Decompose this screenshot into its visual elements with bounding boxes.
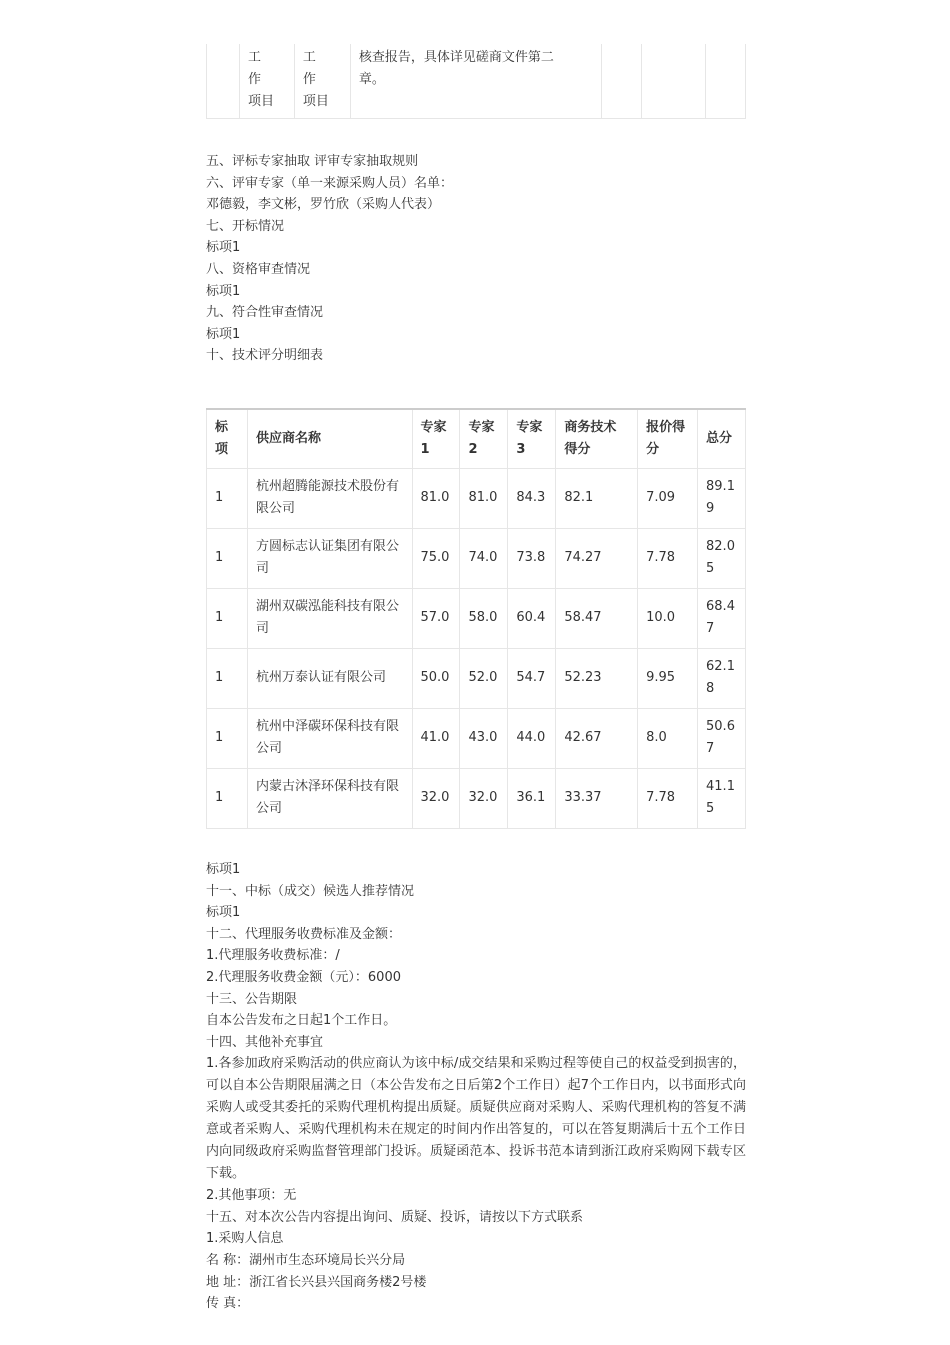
table-row bbox=[207, 44, 746, 119]
table-cell: 42.67 bbox=[556, 708, 638, 768]
text-line: 九、符合性审查情况 bbox=[206, 305, 324, 321]
text-line: 标项1 bbox=[206, 283, 241, 299]
text-line: 标项1 bbox=[206, 326, 241, 342]
table-cell: 50.67 bbox=[698, 708, 746, 768]
table-row bbox=[207, 468, 746, 528]
table-cell: 36.1 bbox=[508, 768, 556, 828]
table-cell bbox=[207, 44, 240, 119]
table-cell: 7.09 bbox=[638, 468, 698, 528]
text-line: 十二、代理服务收费标准及金额： bbox=[206, 926, 402, 942]
text-line: 十、技术评分明细表 bbox=[206, 348, 324, 364]
table-cell: 84.3 bbox=[508, 468, 556, 528]
text-line: 名 称：湖州市生态环境局长兴分局 bbox=[206, 1253, 406, 1269]
table-header-row bbox=[207, 409, 746, 469]
table-cell bbox=[239, 44, 294, 119]
table-cell: 74.27 bbox=[556, 528, 638, 588]
table-cell: 10.0 bbox=[638, 588, 698, 648]
column-header: 专家1 bbox=[412, 409, 460, 469]
table-cell: 52.0 bbox=[460, 648, 508, 708]
table-row bbox=[207, 528, 746, 588]
table-cell: 7.78 bbox=[638, 528, 698, 588]
table-cell: 32.0 bbox=[412, 768, 460, 828]
technical-score-table bbox=[206, 408, 746, 829]
text-line: 六、评审专家（单一来源采购人员）名单： bbox=[206, 175, 454, 191]
table-cell: 68.47 bbox=[698, 588, 746, 648]
table-row bbox=[207, 648, 746, 708]
table-cell: 1 bbox=[207, 768, 248, 828]
text-line: 传 真： bbox=[206, 1296, 250, 1312]
table-cell: 82.1 bbox=[556, 468, 638, 528]
table-cell: 44.0 bbox=[508, 708, 556, 768]
table-cell: 32.0 bbox=[460, 768, 508, 828]
cell-text: 核查报告，具体详见磋商文件第二 bbox=[358, 50, 554, 65]
column-header: 供应商名称 bbox=[247, 409, 412, 469]
table-cell: 方圆标志认证集团有限公司 bbox=[247, 528, 412, 588]
text-line: 七、开标情况 bbox=[206, 218, 285, 234]
table-cell: 湖州双碳泓能科技有限公司 bbox=[247, 588, 412, 648]
table-cell: 1 bbox=[207, 708, 248, 768]
table-cell: 75.0 bbox=[412, 528, 460, 588]
table-cell bbox=[642, 44, 706, 119]
table-row bbox=[207, 708, 746, 768]
table-cell: 52.23 bbox=[556, 648, 638, 708]
table-cell: 1 bbox=[207, 468, 248, 528]
document-body bbox=[206, 44, 746, 1315]
text-line: 十三、公告期限 bbox=[206, 991, 298, 1007]
table-cell: 杭州中泽碳环保科技有限公司 bbox=[247, 708, 412, 768]
cell-text: 章。 bbox=[358, 72, 385, 87]
table-cell: 81.0 bbox=[412, 468, 460, 528]
table-row bbox=[207, 588, 746, 648]
text-line: 十四、其他补充事宜 bbox=[206, 1034, 324, 1050]
column-header: 报价得分 bbox=[638, 409, 698, 469]
table-cell bbox=[602, 44, 642, 119]
table-cell bbox=[350, 44, 601, 119]
text-line: 2.代理服务收费金额（元）：6000 bbox=[206, 969, 401, 985]
text-line: 五、评标专家抽取 评审专家抽取规则 bbox=[206, 154, 419, 169]
text-line: 十五、对本次公告内容提出询问、质疑、投诉，请按以下方式联系 bbox=[206, 1209, 584, 1225]
table-cell: 54.7 bbox=[508, 648, 556, 708]
cell-text: 工 作 bbox=[302, 50, 322, 87]
table-cell: 杭州万泰认证有限公司 bbox=[247, 648, 412, 708]
table-cell: 74.0 bbox=[460, 528, 508, 588]
column-header: 总分 bbox=[698, 409, 746, 469]
cell-text: 项目 bbox=[247, 94, 274, 109]
table-cell: 8.0 bbox=[638, 708, 698, 768]
table-cell: 62.18 bbox=[698, 648, 746, 708]
table-cell: 41.0 bbox=[412, 708, 460, 768]
text-line: 邓德毅，李文彬，罗竹欣（采购人代表） bbox=[206, 197, 441, 213]
text-line: 标项1 bbox=[206, 861, 241, 877]
section-list bbox=[206, 151, 746, 367]
column-header: 商务技术得分 bbox=[556, 409, 638, 469]
text-line: 1.代理服务收费标准：/ bbox=[206, 948, 340, 964]
table-cell: 60.4 bbox=[508, 588, 556, 648]
table-cell: 33.37 bbox=[556, 768, 638, 828]
text-line: 十一、中标（成交）候选人推荐情况 bbox=[206, 883, 415, 899]
table-cell: 43.0 bbox=[460, 708, 508, 768]
table-row bbox=[207, 768, 746, 828]
text-line: 自本公告发布之日起1个工作日。 bbox=[206, 1013, 397, 1029]
table-cell: 58.47 bbox=[556, 588, 638, 648]
text-line: 标项1 bbox=[206, 240, 241, 256]
text-line: 八、资格审查情况 bbox=[206, 261, 311, 277]
table-cell: 9.95 bbox=[638, 648, 698, 708]
table-cell: 89.19 bbox=[698, 468, 746, 528]
complaint-paragraph: 1.各参加政府采购活动的供应商认为该中标/成交结果和采购过程等使自己的权益受到损害的，可以自本公告期限届满之日（本公告发布之日后第2个工作日）起7个工作日内，以书面形式向采购人或受其委托的采购代理机构提出质疑。质疑供应商对采购人、采购代理机构的答复不满意或者采购人、采购代理机构未在规定的时间内作出答复的，可以在答复期满后十五个工作日内向同级政府采购监督管理部门投诉。质疑函范本、投诉书范本请到浙江政府采购网下载专区下载。 bbox=[206, 1056, 746, 1182]
cell-text: 工 作 bbox=[247, 50, 267, 87]
table-cell: 57.0 bbox=[412, 588, 460, 648]
column-header: 专家3 bbox=[508, 409, 556, 469]
table-cell bbox=[294, 44, 350, 119]
column-header: 专家2 bbox=[460, 409, 508, 469]
table-cell: 58.0 bbox=[460, 588, 508, 648]
table-cell bbox=[706, 44, 746, 119]
text-line: 2.其他事项：无 bbox=[206, 1188, 297, 1204]
table-cell: 1 bbox=[207, 648, 248, 708]
table-cell: 1 bbox=[207, 528, 248, 588]
table-cell: 1 bbox=[207, 588, 248, 648]
table-cell: 7.78 bbox=[638, 768, 698, 828]
text-line: 地 址：浙江省长兴县兴国商务楼2号楼 bbox=[206, 1274, 427, 1290]
table-cell: 50.0 bbox=[412, 648, 460, 708]
cell-text: 项目 bbox=[302, 94, 329, 109]
notice-sections bbox=[206, 859, 746, 1315]
text-line: 1.采购人信息 bbox=[206, 1231, 284, 1247]
table-cell: 41.15 bbox=[698, 768, 746, 828]
table-cell: 73.8 bbox=[508, 528, 556, 588]
column-header: 标项 bbox=[207, 409, 248, 469]
table-cell: 杭州超腾能源技术股份有限公司 bbox=[247, 468, 412, 528]
text-line: 标项1 bbox=[206, 905, 241, 921]
table-cell: 81.0 bbox=[460, 468, 508, 528]
table-cell: 82.05 bbox=[698, 528, 746, 588]
table-cell: 内蒙古沐泽环保科技有限公司 bbox=[247, 768, 412, 828]
top-partial-table bbox=[206, 44, 746, 119]
